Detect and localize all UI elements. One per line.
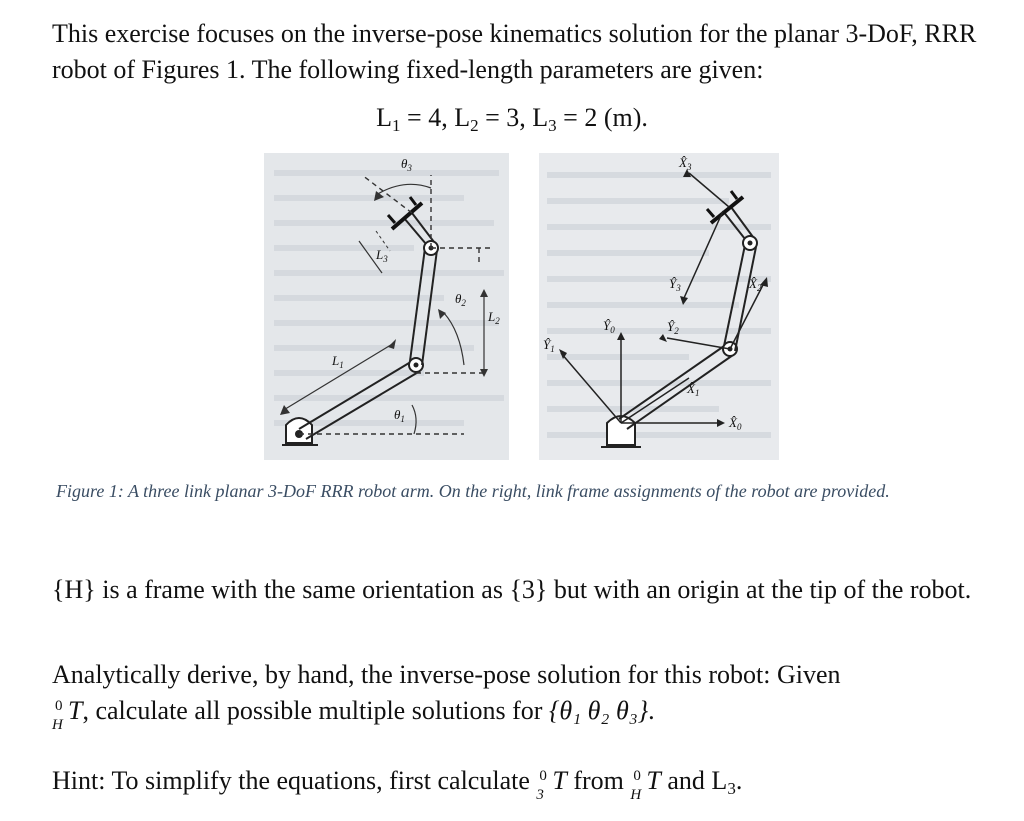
svg-text:X̂1: $X̂_1$ (687, 381, 700, 398)
transform-0-H: 0 H (52, 698, 63, 733)
svg-text:Ŷ3: $Ŷ_3$ (669, 276, 681, 293)
frame-h-paragraph: {H} is a frame with the same orientation as {3} but with an origin at the tip of the robot. (52, 575, 972, 604)
svg-text:θ3: $\theta_3$ (401, 156, 412, 173)
task-paragraph: Analytically derive, by hand, the inverse-pose solution for this robot: Given 0 H T, calculate all possible multiple solutions for {θ₁ θ₂ θ₃}. (52, 660, 841, 733)
transform-0-3: 0 3 (536, 768, 547, 803)
intro-paragraph: This exercise focuses on the inverse-pose kinematics solution for the planar 3-DoF, RRR robot of Figures 1. The following fixed-length parameters are given: (52, 19, 977, 84)
svg-text:X̂0: $X̂_0$ (729, 415, 742, 432)
svg-text:L1: $L_1$ (332, 353, 344, 370)
figure-caption: Figure 1: A three link planar 3-DoF RRR robot arm. On the right, link frame assignments of the robot are provided. (56, 481, 890, 501)
hint-paragraph: Hint: To simplify the equations, first calculate 0 3 T from 0 H T and $L_3$. (52, 766, 743, 803)
svg-text:L3: $L_3$ (376, 247, 388, 264)
svg-text:Ŷ1: $Ŷ_1$ (543, 337, 555, 354)
theta-set: {θ₁ θ₂ θ₃} (548, 696, 649, 725)
svg-text:Ŷ2: $Ŷ_2$ (667, 319, 679, 336)
svg-text:X̂3: $X̂_3$ (679, 155, 692, 172)
svg-text:θ1: $\theta_1$ (394, 407, 405, 424)
link-length-parameters: $L_1 = 4$, $L_2 = 3$, $L_3 = 2$ (m). (376, 103, 648, 135)
svg-text:L2: $L_2$ (488, 309, 500, 326)
task-line-1: Analytically derive, by hand, the inverse-pose solution for this robot: Given (52, 660, 841, 689)
robot-arm-frames-diagram-right (539, 153, 779, 460)
svg-text:Ŷ0: $Ŷ_0$ (603, 318, 615, 335)
svg-text:X̂2: $X̂_2$ (749, 276, 762, 293)
svg-text:θ2: $\theta_2$ (455, 291, 466, 308)
robot-arm-diagram-left (264, 153, 509, 460)
transform-0-H-hint: 0 H (630, 768, 642, 803)
